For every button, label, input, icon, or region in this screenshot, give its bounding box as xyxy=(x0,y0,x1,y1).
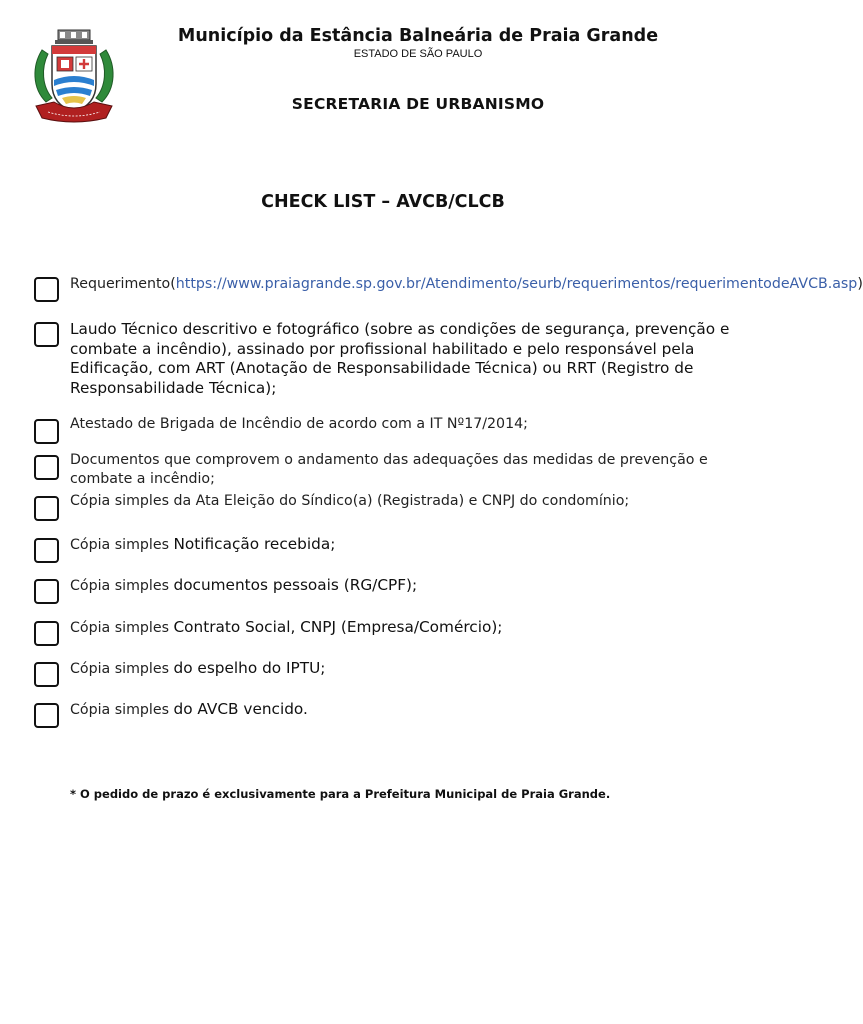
checkbox[interactable] xyxy=(34,538,59,563)
checkbox[interactable] xyxy=(34,496,59,521)
checklist-item-label: Documentos que comprovem o andamento das adequações das medidas de prevenção e combate a incêndio; xyxy=(70,452,708,487)
document-title: CHECK LIST – AVCB/CLCB xyxy=(261,192,505,212)
state-subtitle: ESTADO DE SÃO PAULO xyxy=(353,48,483,60)
checkbox[interactable] xyxy=(34,419,59,444)
checkbox[interactable] xyxy=(34,703,59,728)
checkbox[interactable] xyxy=(34,322,59,347)
checklist-item-label: Atestado de Brigada de Incêndio de acordo com a IT Nº17/2014; xyxy=(70,416,528,432)
municipal-crest-logo xyxy=(28,28,120,122)
checklist-item-label: Cópia simples do espelho do IPTU; xyxy=(70,659,326,677)
checkbox[interactable] xyxy=(34,277,59,302)
checkbox[interactable] xyxy=(34,579,59,604)
checklist-item-label: Cópia simples Contrato Social, CNPJ (Empresa/Comércio); xyxy=(70,618,503,636)
checklist-item-label: Cópia simples do AVCB vencido. xyxy=(70,700,308,718)
department-title: SECRETARIA DE URBANISMO xyxy=(291,95,545,113)
checklist-item-label: Requerimento(https://www.praiagrande.sp.gov.br/Atendimento/seurb/requerimentos/requerimentodeAVCB.asp) xyxy=(70,276,863,292)
footnote: * O pedido de prazo é exclusivamente para a Prefeitura Municipal de Praia Grande. xyxy=(70,787,611,801)
municipality-title: Município da Estância Balneária de Praia Grande xyxy=(177,26,659,46)
checklist-item-label: Laudo Técnico descritivo e fotográfico (sobre as condições de segurança, prevenção e combate a incêndio), assinado por profissional habilitado e pelo responsável pela Edificação, com ART (Anotação de Responsabilidade Técnica) ou RRT (Registro de Responsabilidade Técnica); xyxy=(70,320,730,397)
checklist-item-label: Cópia simples da Ata Eleição do Síndico(a) (Registrada) e CNPJ do condomínio; xyxy=(70,493,630,509)
checkbox[interactable] xyxy=(34,662,59,687)
checklist-item-label: Cópia simples Notificação recebida; xyxy=(70,535,336,553)
requerimento-link[interactable]: https://www.praiagrande.sp.gov.br/Atendimento/seurb/requerimentos/requerimentodeAVCB.asp xyxy=(175,276,858,292)
checkbox[interactable] xyxy=(34,455,59,480)
checklist-item-label: Cópia simples documentos pessoais (RG/CPF); xyxy=(70,576,418,594)
checkbox[interactable] xyxy=(34,621,59,646)
